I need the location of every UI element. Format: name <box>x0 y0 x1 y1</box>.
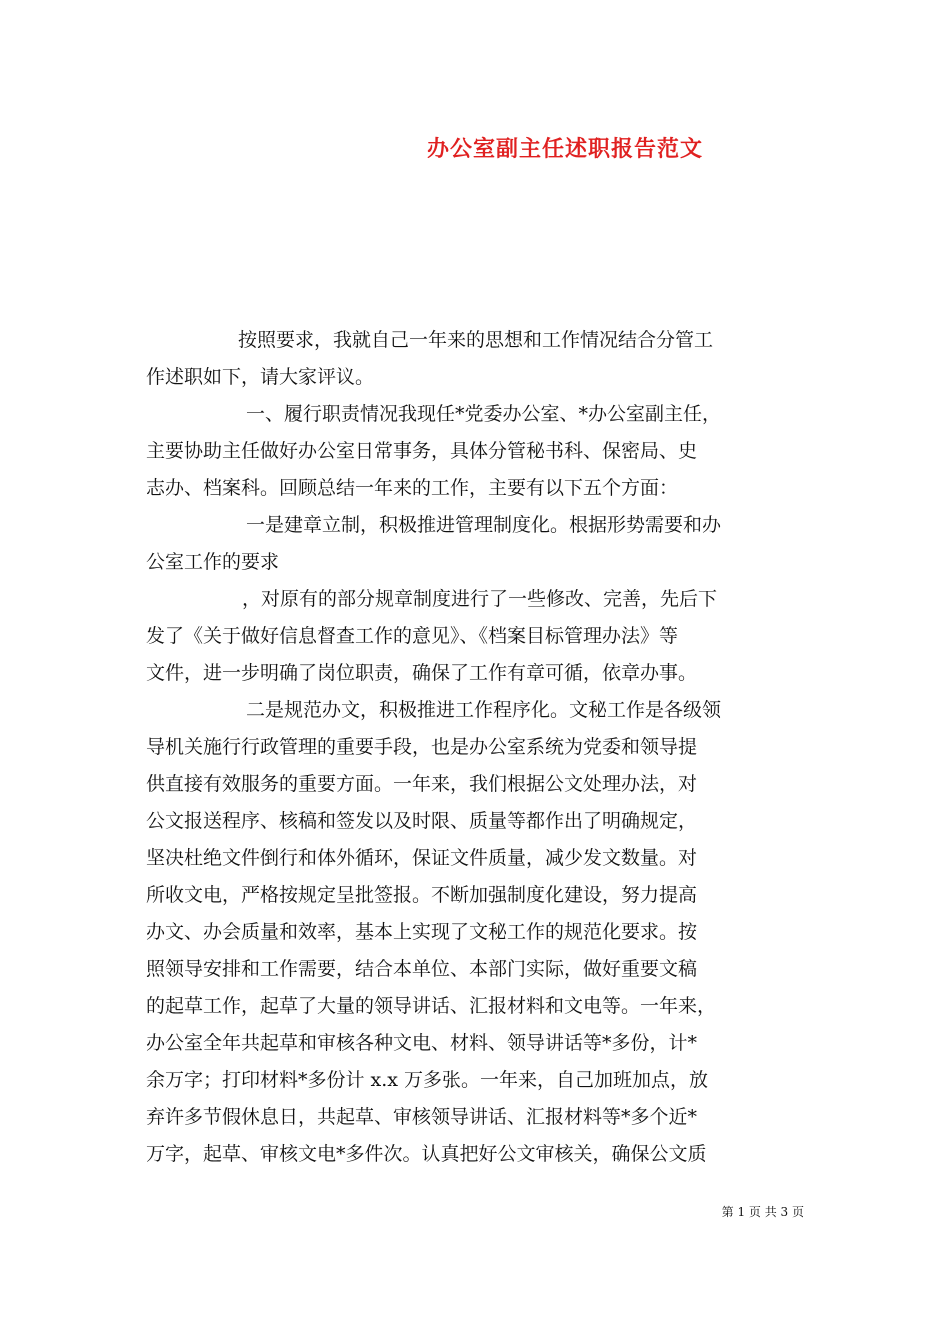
document-body <box>146 322 810 1173</box>
body-line: 余万字；打印材料*多份计 x.x 万多张。一年来，自己加班加点，放 <box>146 1069 709 1091</box>
body-line: 坚决杜绝文件倒行和体外循环，保证文件质量，减少发文数量。对 <box>146 847 698 869</box>
body-line: 志办、档案科。回顾总结一年来的工作，主要有以下五个方面： <box>146 477 679 499</box>
body-line: 弃许多节假休息日，共起草、审核领导讲话、汇报材料等*多个近* <box>146 1106 698 1128</box>
body-line: 办公室全年共起草和审核各种文电、材料、领导讲话等*多份，计* <box>146 1032 698 1054</box>
body-line: ，对原有的部分规章制度进行了一些修改、完善，先后下 <box>242 588 718 610</box>
body-line: 公文报送程序、核稿和签发以及时限、质量等都作出了明确规定， <box>146 810 698 832</box>
body-line: 一、履行职责情况我现任*党委办公室、*办公室副主任， <box>246 403 722 425</box>
body-line: 二是规范办文，积极推进工作程序化。文秘工作是各级领 <box>246 699 722 721</box>
body-line: 按照要求，我就自己一年来的思想和工作情况结合分管工 <box>238 329 714 351</box>
document-title: 办公室副主任述职报告范文 <box>426 136 703 162</box>
body-line: 供直接有效服务的重要方面。一年来，我们根据公文处理办法，对 <box>146 773 698 795</box>
body-line: 公室工作的要求 <box>146 551 280 573</box>
body-line: 的起草工作，起草了大量的领导讲话、汇报材料和文电等。一年来， <box>146 995 717 1017</box>
body-line: 所收文电，严格按规定呈批签报。不断加强制度化建设，努力提高 <box>146 884 698 906</box>
page-number: 第 1 页 共 3 页 <box>721 1205 804 1219</box>
body-line: 文件，进一步明确了岗位职责，确保了工作有章可循，依章办事。 <box>146 662 698 684</box>
body-line: 发了《关于做好信息督查工作的意见》、《档案目标管理办法》等 <box>146 625 679 647</box>
body-line: 万字，起草、审核文电*多件次。认真把好公文审核关，确保公文质 <box>146 1143 707 1165</box>
body-line: 照领导安排和工作需要，结合本单位、本部门实际，做好重要文稿 <box>146 958 698 980</box>
body-line: 作述职如下，请大家评议。 <box>146 366 375 388</box>
body-line: 主要协助主任做好办公室日常事务，具体分管秘书科、保密局、史 <box>146 440 698 462</box>
body-line: 一是建章立制，积极推进管理制度化。根据形势需要和办 <box>246 514 722 536</box>
body-line: 办文、办会质量和效率，基本上实现了文秘工作的规范化要求。按 <box>146 921 698 943</box>
body-line: 导机关施行行政管理的重要手段，也是办公室系统为党委和领导提 <box>146 736 698 758</box>
